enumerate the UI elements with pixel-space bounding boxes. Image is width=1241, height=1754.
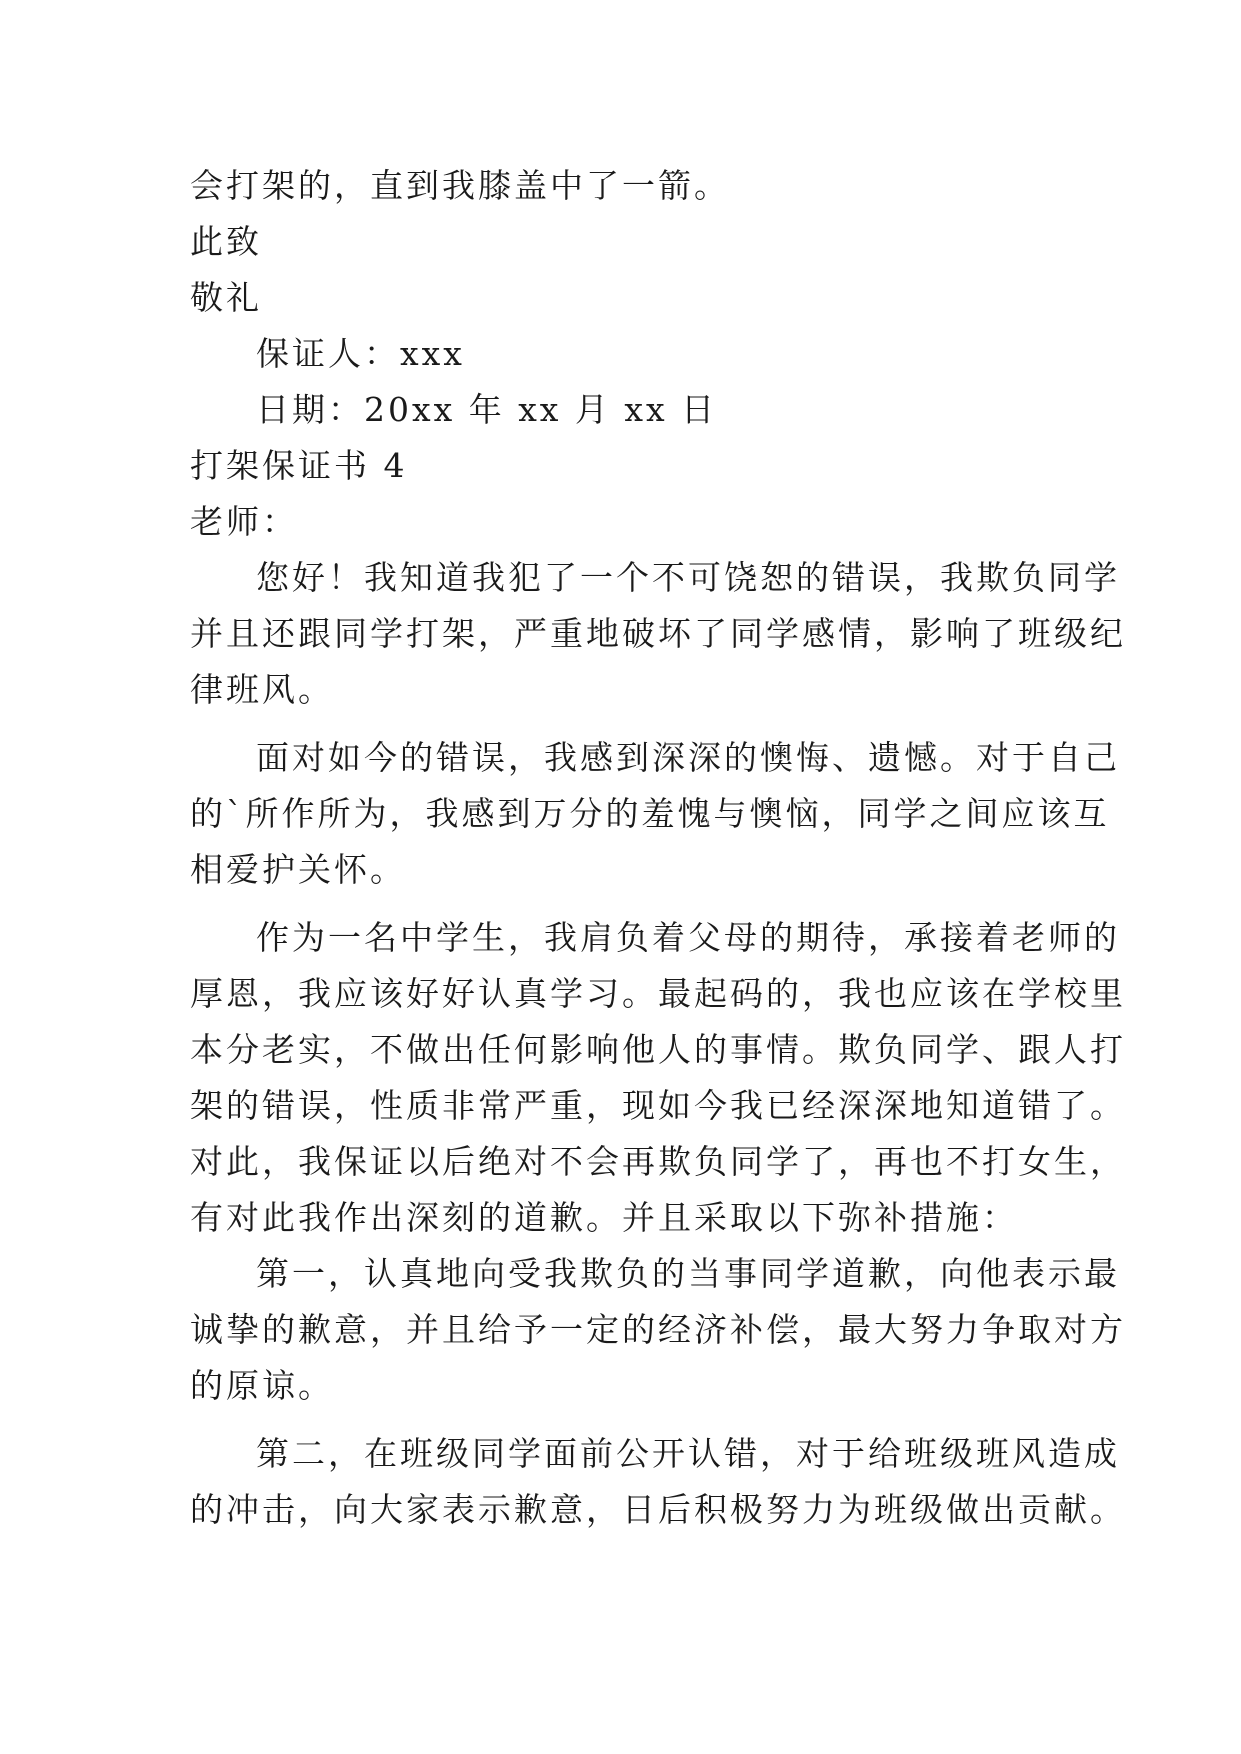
closing-salutation: 此致 bbox=[190, 222, 262, 261]
text-line: 第二，在班级同学面前公开认错，对于给班级班风造成 bbox=[256, 1434, 1120, 1473]
guarantor-line: 保证人：xxx bbox=[256, 334, 465, 373]
text-line: 律班风。 bbox=[190, 670, 334, 709]
text-line: 并且还跟同学打架，严重地破坏了同学感情，影响了班级纪 bbox=[190, 614, 1126, 653]
text-line: 对此，我保证以后绝对不会再欺负同学了，再也不打女生， bbox=[190, 1142, 1126, 1181]
text-line: 的冲击，向大家表示歉意，日后积极努力为班级做出贡献。 bbox=[190, 1490, 1126, 1529]
text-line: 的原谅。 bbox=[190, 1366, 334, 1405]
text-line: 厚恩，我应该好好认真学习。最起码的，我也应该在学校里 bbox=[190, 974, 1126, 1013]
addressee: 老师： bbox=[190, 502, 298, 541]
text-line: 诚挚的歉意，并且给予一定的经济补偿，最大努力争取对方 bbox=[190, 1310, 1126, 1349]
date-line: 日期：20xx 年 xx 月 xx 日 bbox=[256, 390, 718, 429]
section-title: 打架保证书 4 bbox=[190, 446, 408, 485]
text-line: 有对此我作出深刻的道歉。并且采取以下弥补措施： bbox=[190, 1198, 1018, 1237]
text-line: 您好！我知道我犯了一个不可饶恕的错误，我欺负同学 bbox=[256, 558, 1120, 597]
text-line: 作为一名中学生，我肩负着父母的期待，承接着老师的 bbox=[256, 918, 1120, 957]
text-line: 架的错误，性质非常严重，现如今我已经深深地知道错了。 bbox=[190, 1086, 1126, 1125]
text-line: 本分老实，不做出任何影响他人的事情。欺负同学、跟人打 bbox=[190, 1030, 1126, 1069]
text-line: 第一，认真地向受我欺负的当事同学道歉，向他表示最 bbox=[256, 1254, 1120, 1293]
text-line: 面对如今的错误，我感到深深的懊悔、遗憾。对于自己 bbox=[256, 738, 1120, 777]
text-line: 会打架的，直到我膝盖中了一箭。 bbox=[190, 166, 730, 205]
text-line: 相爱护关怀。 bbox=[190, 850, 406, 889]
closing-regards: 敬礼 bbox=[190, 278, 262, 317]
text-line: 的`所作所为，我感到万分的羞愧与懊恼，同学之间应该互 bbox=[190, 794, 1110, 833]
